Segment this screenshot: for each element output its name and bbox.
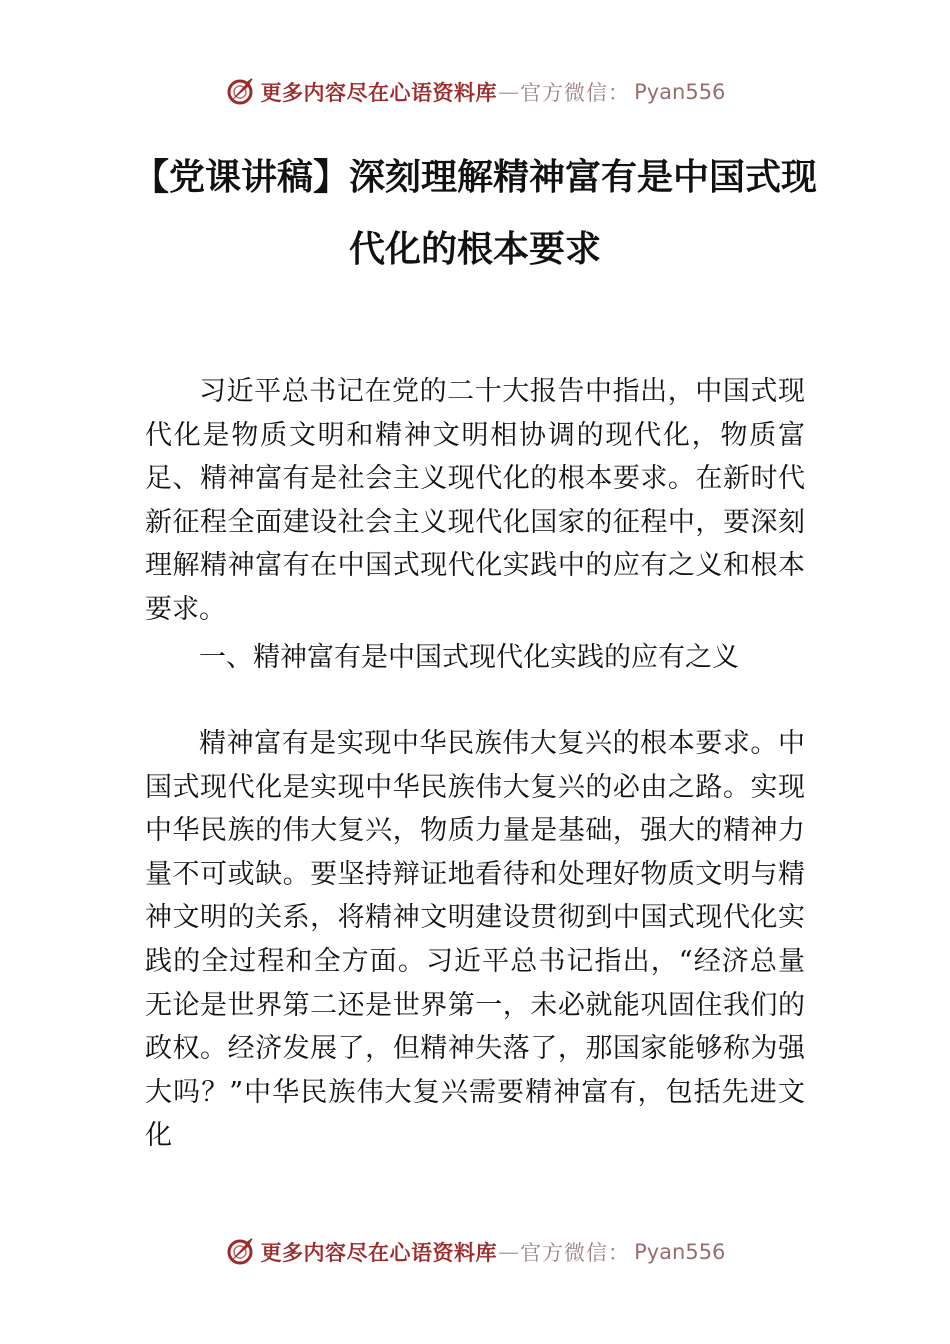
wechat-id: Pyan556 <box>634 80 726 104</box>
footer-banner <box>0 1232 950 1272</box>
quill-logo-icon <box>225 1237 255 1267</box>
wechat-label: 官方微信： <box>520 1241 631 1265</box>
paragraph-body: 精神富有是实现中华民族伟大复兴的根本要求。中国式现代化是实现中华民族伟大复兴的必由之路。实现中华民族的伟大复兴，物质力量是基础，强大的精神力量不可或缺。要坚持辩证地看待和处理好物质文明与精神文明的关系，将精神文明建设贯彻到中国式现代化实践的全过程和全方面。习近平总书记指出，“经济总量无论是世界第二还是世界第一，未必就能巩固住我们的政权。经济发展了，但精神失落了，那国家能够称为强大吗？”中华民族伟大复兴需要精神富有，包括先进文化 <box>145 728 805 1152</box>
wechat-id: Pyan556 <box>634 1240 726 1264</box>
separator-dash: — <box>498 80 520 104</box>
separator-dash: — <box>498 1240 520 1264</box>
promo-text: 更多内容尽在心语资料库 <box>260 80 498 105</box>
quill-logo-icon <box>225 77 255 107</box>
section-heading: 一、精神富有是中国式现代化实践的应有之义 <box>199 642 739 673</box>
document-title-line2: 代化的根本要求 <box>348 229 601 270</box>
promo-text: 更多内容尽在心语资料库 <box>260 1240 498 1265</box>
paragraph-intro: 习近平总书记在党的二十大报告中指出，中国式现代化是物质文明和精神文明相协调的现代化，物质富足、精神富有是社会主义现代化的根本要求。在新时代新征程全面建设社会主义现代化国家的征程中，要深刻理解精神富有在中国式现代化实践中的应有之义和根本要求。 <box>145 376 805 625</box>
document-title-line1: 【党课讲稿】深刻理解精神富有是中国式现 <box>132 157 817 198</box>
header-banner <box>0 72 950 112</box>
wechat-label: 官方微信： <box>520 81 631 105</box>
